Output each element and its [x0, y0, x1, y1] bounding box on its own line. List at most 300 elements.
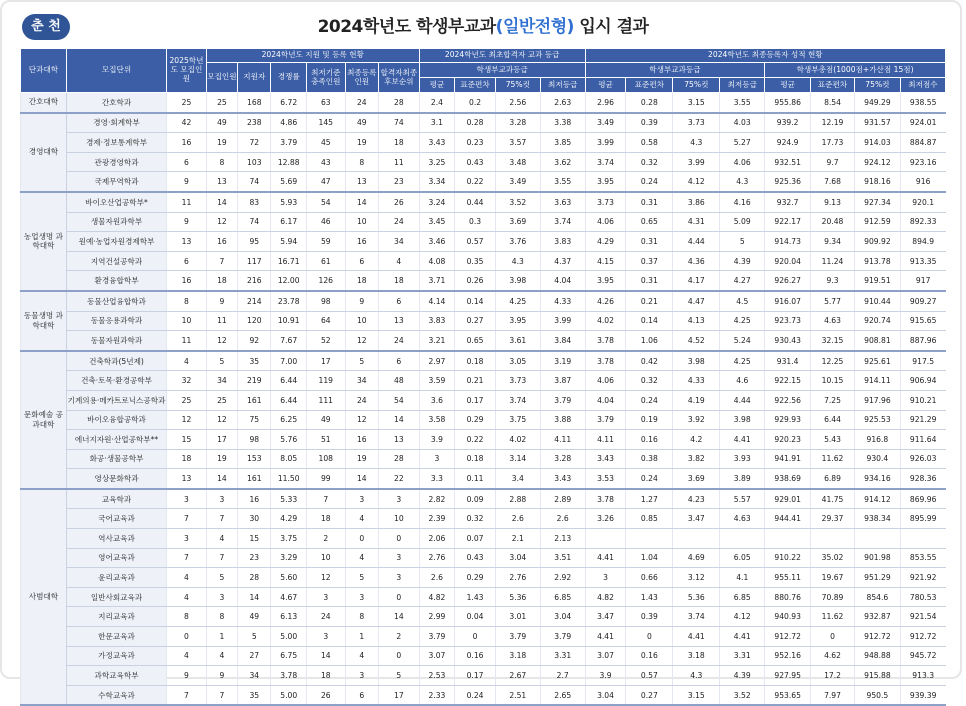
value-cell: 10 — [306, 548, 345, 568]
value-cell — [900, 529, 945, 549]
value-cell: 49 — [306, 410, 345, 430]
value-cell: 909.92 — [854, 232, 900, 252]
value-cell: 920.23 — [765, 430, 811, 450]
value-cell: 9.3 — [811, 271, 855, 291]
table-row — [21, 311, 946, 331]
value-cell: 5.69 — [271, 172, 306, 192]
dept-cell: 경영·회계학부 — [66, 113, 166, 133]
value-cell: 216 — [238, 271, 271, 291]
value-cell: 5 — [345, 351, 378, 371]
table-row — [21, 666, 946, 686]
value-cell: 5.60 — [271, 568, 306, 588]
value-cell: 24 — [345, 93, 378, 113]
value-cell: 32 — [167, 371, 207, 391]
value-cell: 901.98 — [854, 548, 900, 568]
value-cell: 214 — [238, 291, 271, 311]
value-cell: 20.48 — [811, 212, 855, 232]
value-cell: 0.85 — [626, 509, 673, 529]
value-cell: 5.57 — [720, 489, 765, 509]
value-cell: 18 — [345, 271, 378, 291]
header-sd: 표준편차 — [455, 78, 496, 93]
value-cell: 6.44 — [271, 390, 306, 410]
value-cell: 0.57 — [455, 232, 496, 252]
dept-cell: 바이오융합공학과 — [66, 410, 166, 430]
header-ratio: 경쟁률 — [271, 63, 306, 93]
value-cell: 9 — [167, 172, 207, 192]
value-cell: 3.74 — [673, 607, 720, 627]
value-cell: 25 — [167, 390, 207, 410]
value-cell: 1.06 — [626, 331, 673, 351]
value-cell: 915.88 — [854, 666, 900, 686]
value-cell: 3.14 — [495, 449, 540, 469]
value-cell: 2.96 — [585, 93, 626, 113]
value-cell: 4 — [167, 568, 207, 588]
value-cell: 853.55 — [900, 548, 945, 568]
table-row — [21, 172, 946, 192]
value-cell: 927.34 — [854, 192, 900, 212]
value-cell: 8 — [206, 152, 237, 172]
value-cell: 3.4 — [495, 469, 540, 489]
value-cell: 3.69 — [673, 469, 720, 489]
value-cell: 52 — [306, 331, 345, 351]
value-cell: 4.44 — [673, 232, 720, 252]
value-cell: 929.01 — [765, 489, 811, 509]
value-cell: 11 — [378, 152, 419, 172]
value-cell: 4.33 — [673, 371, 720, 391]
value-cell: 12 — [345, 331, 378, 351]
value-cell: 3.69 — [495, 212, 540, 232]
value-cell: 0.26 — [455, 271, 496, 291]
value-cell: 3.59 — [419, 371, 454, 391]
value-cell: 6.75 — [271, 646, 306, 666]
value-cell: 4.03 — [720, 113, 765, 133]
value-cell: 2.67 — [495, 666, 540, 686]
value-cell: 4.23 — [673, 489, 720, 509]
header-g3-sub-score: 학생부총점(1000점+가산점 15점) — [765, 63, 946, 78]
value-cell: 4.04 — [540, 271, 585, 291]
value-cell: 3.46 — [419, 232, 454, 252]
value-cell: 4.08 — [419, 251, 454, 271]
value-cell: 10 — [345, 212, 378, 232]
college-cell: 농업생명 과학대학 — [21, 192, 67, 291]
value-cell: 3.62 — [540, 152, 585, 172]
value-cell: 11.62 — [811, 449, 855, 469]
header-college: 단과대학 — [21, 49, 67, 93]
value-cell: 3 — [378, 489, 419, 509]
value-cell: 6 — [167, 152, 207, 172]
value-cell: 3.98 — [495, 271, 540, 291]
value-cell: 54 — [378, 390, 419, 410]
value-cell — [585, 529, 626, 549]
value-cell: 895.99 — [900, 509, 945, 529]
table-row — [21, 212, 946, 232]
title-main: 2024학년도 학생부교과 — [317, 17, 496, 37]
value-cell: 59 — [306, 232, 345, 252]
value-cell: 4.63 — [811, 311, 855, 331]
value-cell: 4.41 — [720, 430, 765, 450]
dept-cell: 가정교육과 — [66, 646, 166, 666]
value-cell: 884.87 — [900, 133, 945, 153]
value-cell: 35 — [238, 685, 271, 705]
value-cell: 929.93 — [765, 410, 811, 430]
value-cell: 3.74 — [540, 212, 585, 232]
value-cell: 928.36 — [900, 469, 945, 489]
value-cell: 1.43 — [455, 587, 496, 607]
value-cell: 3.95 — [495, 311, 540, 331]
value-cell: 10 — [378, 509, 419, 529]
value-cell: 3.74 — [495, 390, 540, 410]
header-dept: 모집단위 — [66, 49, 166, 93]
value-cell: 934.16 — [854, 469, 900, 489]
value-cell: 916.07 — [765, 291, 811, 311]
value-cell: 117 — [238, 251, 271, 271]
value-cell: 9 — [167, 212, 207, 232]
value-cell: 3.73 — [585, 192, 626, 212]
value-cell: 219 — [238, 371, 271, 391]
value-cell: 4.39 — [720, 666, 765, 686]
value-cell: 12 — [345, 410, 378, 430]
table-row — [21, 113, 946, 133]
value-cell: 4 — [345, 646, 378, 666]
value-cell: 5.09 — [720, 212, 765, 232]
table-row — [21, 627, 946, 647]
value-cell: 2.92 — [540, 568, 585, 588]
value-cell: 3.49 — [585, 113, 626, 133]
value-cell: 8 — [167, 291, 207, 311]
value-cell: 920.04 — [765, 251, 811, 271]
value-cell: 921.92 — [900, 568, 945, 588]
value-cell: 922.17 — [765, 212, 811, 232]
dept-cell: 관광경영학과 — [66, 152, 166, 172]
dept-cell: 국어교육과 — [66, 509, 166, 529]
campus-badge: 춘 천 — [22, 14, 70, 40]
value-cell: 0.23 — [455, 133, 496, 153]
value-cell: 12 — [206, 212, 237, 232]
value-cell: 922.56 — [765, 390, 811, 410]
value-cell: 0 — [378, 646, 419, 666]
table-row — [21, 251, 946, 271]
value-cell: 6.17 — [271, 212, 306, 232]
value-cell: 24 — [378, 331, 419, 351]
header-p75: 75%컷 — [673, 78, 720, 93]
value-cell: 2.06 — [419, 529, 454, 549]
value-cell: 6 — [378, 351, 419, 371]
value-cell: 22 — [378, 469, 419, 489]
value-cell: 14 — [345, 469, 378, 489]
value-cell: 3.75 — [495, 410, 540, 430]
value-cell: 6.85 — [540, 587, 585, 607]
table-row — [21, 152, 946, 172]
dept-cell: 윤리교육과 — [66, 568, 166, 588]
value-cell: 4.41 — [673, 627, 720, 647]
value-cell: 4.82 — [585, 587, 626, 607]
value-cell: 952.16 — [765, 646, 811, 666]
value-cell: 27 — [238, 646, 271, 666]
value-cell: 12.19 — [811, 113, 855, 133]
table-row — [21, 93, 946, 113]
table-row — [21, 646, 946, 666]
value-cell: 919.51 — [854, 271, 900, 291]
header-applicants: 지원자 — [238, 63, 271, 93]
title-highlight: (일반전형) — [495, 17, 574, 37]
dept-cell: 한문교육과 — [66, 627, 166, 647]
value-cell: 780.53 — [900, 587, 945, 607]
value-cell: 931.57 — [854, 113, 900, 133]
dept-cell: 원예·농업자원경제학부 — [66, 232, 166, 252]
value-cell: 10 — [167, 311, 207, 331]
value-cell: 932.7 — [765, 192, 811, 212]
value-cell: 3.89 — [720, 469, 765, 489]
value-cell: 16.71 — [271, 251, 306, 271]
value-cell: 3 — [378, 548, 419, 568]
value-cell: 2.7 — [540, 666, 585, 686]
value-cell: 23.78 — [271, 291, 306, 311]
value-cell: 18 — [378, 271, 419, 291]
value-cell: 4.02 — [495, 430, 540, 450]
value-cell: 0.37 — [626, 251, 673, 271]
value-cell: 4.5 — [720, 291, 765, 311]
header-min-reach: 최저기준 충족인원 — [306, 63, 345, 93]
value-cell: 3.47 — [673, 509, 720, 529]
dept-cell: 영상문화학과 — [66, 469, 166, 489]
value-cell: 9 — [345, 291, 378, 311]
value-cell: 1.43 — [626, 587, 673, 607]
value-cell: 3.99 — [540, 311, 585, 331]
value-cell: 168 — [238, 93, 271, 113]
value-cell: 2.6 — [419, 568, 454, 588]
value-cell: 12 — [167, 410, 207, 430]
header-final-reg: 최종등록 인원 — [345, 63, 378, 93]
table-row — [21, 232, 946, 252]
value-cell: 0.07 — [455, 529, 496, 549]
value-cell: 924.12 — [854, 152, 900, 172]
value-cell: 3.05 — [495, 351, 540, 371]
header-group-first-pass: 2024학년도 최초합격자 교과 등급 — [419, 49, 585, 63]
value-cell: 16 — [345, 232, 378, 252]
value-cell: 13 — [378, 311, 419, 331]
value-cell: 910.44 — [854, 291, 900, 311]
value-cell: 4.06 — [585, 371, 626, 391]
value-cell: 916 — [900, 172, 945, 192]
value-cell: 7.67 — [271, 331, 306, 351]
header-min-score: 최저점수 — [900, 78, 945, 93]
value-cell: 0.21 — [626, 291, 673, 311]
dept-cell: 지리교육과 — [66, 607, 166, 627]
value-cell: 13 — [378, 430, 419, 450]
value-cell: 906.94 — [900, 371, 945, 391]
value-cell: 4.63 — [720, 509, 765, 529]
value-cell: 2.82 — [419, 489, 454, 509]
value-cell: 17 — [306, 351, 345, 371]
value-cell: 4.62 — [811, 646, 855, 666]
value-cell: 3.12 — [673, 568, 720, 588]
value-cell: 913.35 — [900, 251, 945, 271]
value-cell: 3.79 — [271, 133, 306, 153]
value-cell: 4.67 — [271, 587, 306, 607]
value-cell: 2.76 — [419, 548, 454, 568]
value-cell: 14 — [206, 192, 237, 212]
value-cell: 2.88 — [495, 489, 540, 509]
value-cell: 35 — [238, 351, 271, 371]
value-cell: 3.79 — [540, 390, 585, 410]
value-cell: 3 — [306, 587, 345, 607]
value-cell: 9.13 — [811, 192, 855, 212]
value-cell: 47 — [306, 172, 345, 192]
college-cell: 간호대학 — [21, 93, 67, 113]
value-cell — [811, 529, 855, 549]
college-cell: 사범대학 — [21, 489, 67, 706]
value-cell: 917.96 — [854, 390, 900, 410]
value-cell: 0.18 — [455, 351, 496, 371]
header-sd: 표준편차 — [811, 78, 855, 93]
value-cell: 153 — [238, 449, 271, 469]
value-cell: 119 — [306, 371, 345, 391]
value-cell: 11.50 — [271, 469, 306, 489]
value-cell: 2 — [306, 529, 345, 549]
value-cell: 917.5 — [900, 351, 945, 371]
value-cell: 13 — [345, 172, 378, 192]
value-cell: 938.55 — [900, 93, 945, 113]
value-cell: 14 — [345, 192, 378, 212]
header-quota: 모집인원 — [206, 63, 237, 93]
value-cell: 7 — [206, 548, 237, 568]
value-cell: 16 — [238, 489, 271, 509]
value-cell: 4 — [345, 509, 378, 529]
page-title — [0, 12, 966, 37]
value-cell: 3.45 — [419, 212, 454, 232]
value-cell: 3.04 — [585, 685, 626, 705]
table-row — [21, 430, 946, 450]
value-cell: 26 — [306, 685, 345, 705]
value-cell: 49 — [238, 607, 271, 627]
value-cell: 912.59 — [854, 212, 900, 232]
value-cell: 3.71 — [419, 271, 454, 291]
value-cell: 951.29 — [854, 568, 900, 588]
value-cell: 99 — [306, 469, 345, 489]
table-row — [21, 133, 946, 153]
value-cell: 16 — [167, 133, 207, 153]
value-cell: 72 — [238, 133, 271, 153]
value-cell: 2.39 — [419, 509, 454, 529]
value-cell: 34 — [238, 666, 271, 686]
value-cell: 2.76 — [495, 568, 540, 588]
table-row — [21, 469, 946, 489]
value-cell: 3.04 — [495, 548, 540, 568]
value-cell: 892.33 — [900, 212, 945, 232]
value-cell: 3.55 — [540, 172, 585, 192]
value-cell: 0.16 — [626, 430, 673, 450]
college-cell: 문화예술 공과대학 — [21, 351, 67, 489]
value-cell: 0.38 — [626, 449, 673, 469]
value-cell: 108 — [306, 449, 345, 469]
value-cell: 11 — [206, 311, 237, 331]
value-cell: 0 — [378, 587, 419, 607]
header-min: 최저등급 — [540, 78, 585, 93]
value-cell: 0 — [378, 529, 419, 549]
value-cell: 0 — [811, 627, 855, 647]
value-cell: 0.31 — [626, 271, 673, 291]
dept-cell: 환경융합학부 — [66, 271, 166, 291]
value-cell: 930.43 — [765, 331, 811, 351]
value-cell: 5.76 — [271, 430, 306, 450]
value-cell: 948.88 — [854, 646, 900, 666]
value-cell: 3.83 — [540, 232, 585, 252]
value-cell: 17 — [378, 685, 419, 705]
dept-cell: 경제·정보통계학부 — [66, 133, 166, 153]
value-cell: 4.69 — [673, 548, 720, 568]
header-group-final: 2024학년도 최종등록자 성적 현황 — [585, 49, 945, 63]
value-cell: 4.19 — [673, 390, 720, 410]
value-cell: 4 — [167, 646, 207, 666]
value-cell: 3.01 — [495, 607, 540, 627]
dept-cell: 과학교육학부 — [66, 666, 166, 686]
value-cell: 4.6 — [720, 371, 765, 391]
value-cell: 19 — [345, 133, 378, 153]
value-cell: 10 — [345, 311, 378, 331]
dept-cell: 일반사회교육과 — [66, 587, 166, 607]
value-cell: 2.1 — [495, 529, 540, 549]
value-cell: 14 — [238, 587, 271, 607]
value-cell: 4.3 — [720, 172, 765, 192]
value-cell: 0.24 — [455, 685, 496, 705]
value-cell: 13 — [167, 469, 207, 489]
value-cell: 4.06 — [585, 212, 626, 232]
value-cell: 3.76 — [495, 232, 540, 252]
value-cell: 924.9 — [765, 133, 811, 153]
value-cell: 2.97 — [419, 351, 454, 371]
value-cell: 5.36 — [495, 587, 540, 607]
value-cell: 19 — [345, 449, 378, 469]
value-cell: 938.69 — [765, 469, 811, 489]
value-cell: 3.99 — [585, 133, 626, 153]
value-cell: 938.34 — [854, 509, 900, 529]
value-cell: 3.95 — [585, 172, 626, 192]
value-cell: 0.24 — [626, 469, 673, 489]
value-cell: 8 — [345, 607, 378, 627]
value-cell: 3.21 — [419, 331, 454, 351]
value-cell: 3.26 — [585, 509, 626, 529]
value-cell — [765, 529, 811, 549]
value-cell: 4.82 — [419, 587, 454, 607]
dept-cell: 국제무역학과 — [66, 172, 166, 192]
table-row — [21, 548, 946, 568]
value-cell: 7.97 — [811, 685, 855, 705]
dept-cell: 역사교육과 — [66, 529, 166, 549]
value-cell: 14 — [306, 646, 345, 666]
value-cell: 4.36 — [673, 251, 720, 271]
value-cell: 30 — [238, 509, 271, 529]
value-cell: 6.44 — [811, 410, 855, 430]
value-cell: 887.96 — [900, 331, 945, 351]
table-row — [21, 587, 946, 607]
value-cell: 18 — [306, 666, 345, 686]
value-cell: 0.57 — [626, 666, 673, 686]
value-cell: 18 — [206, 271, 237, 291]
table-row — [21, 271, 946, 291]
value-cell: 4.13 — [673, 311, 720, 331]
value-cell: 945.72 — [900, 646, 945, 666]
value-cell: 4.44 — [720, 390, 765, 410]
value-cell: 4.3 — [673, 133, 720, 153]
value-cell: 3.43 — [419, 133, 454, 153]
value-cell: 3.24 — [419, 192, 454, 212]
value-cell: 914.03 — [854, 133, 900, 153]
value-cell: 15 — [238, 529, 271, 549]
value-cell: 4.29 — [271, 509, 306, 529]
value-cell: 0.14 — [455, 291, 496, 311]
value-cell: 925.61 — [854, 351, 900, 371]
value-cell: 49 — [206, 113, 237, 133]
